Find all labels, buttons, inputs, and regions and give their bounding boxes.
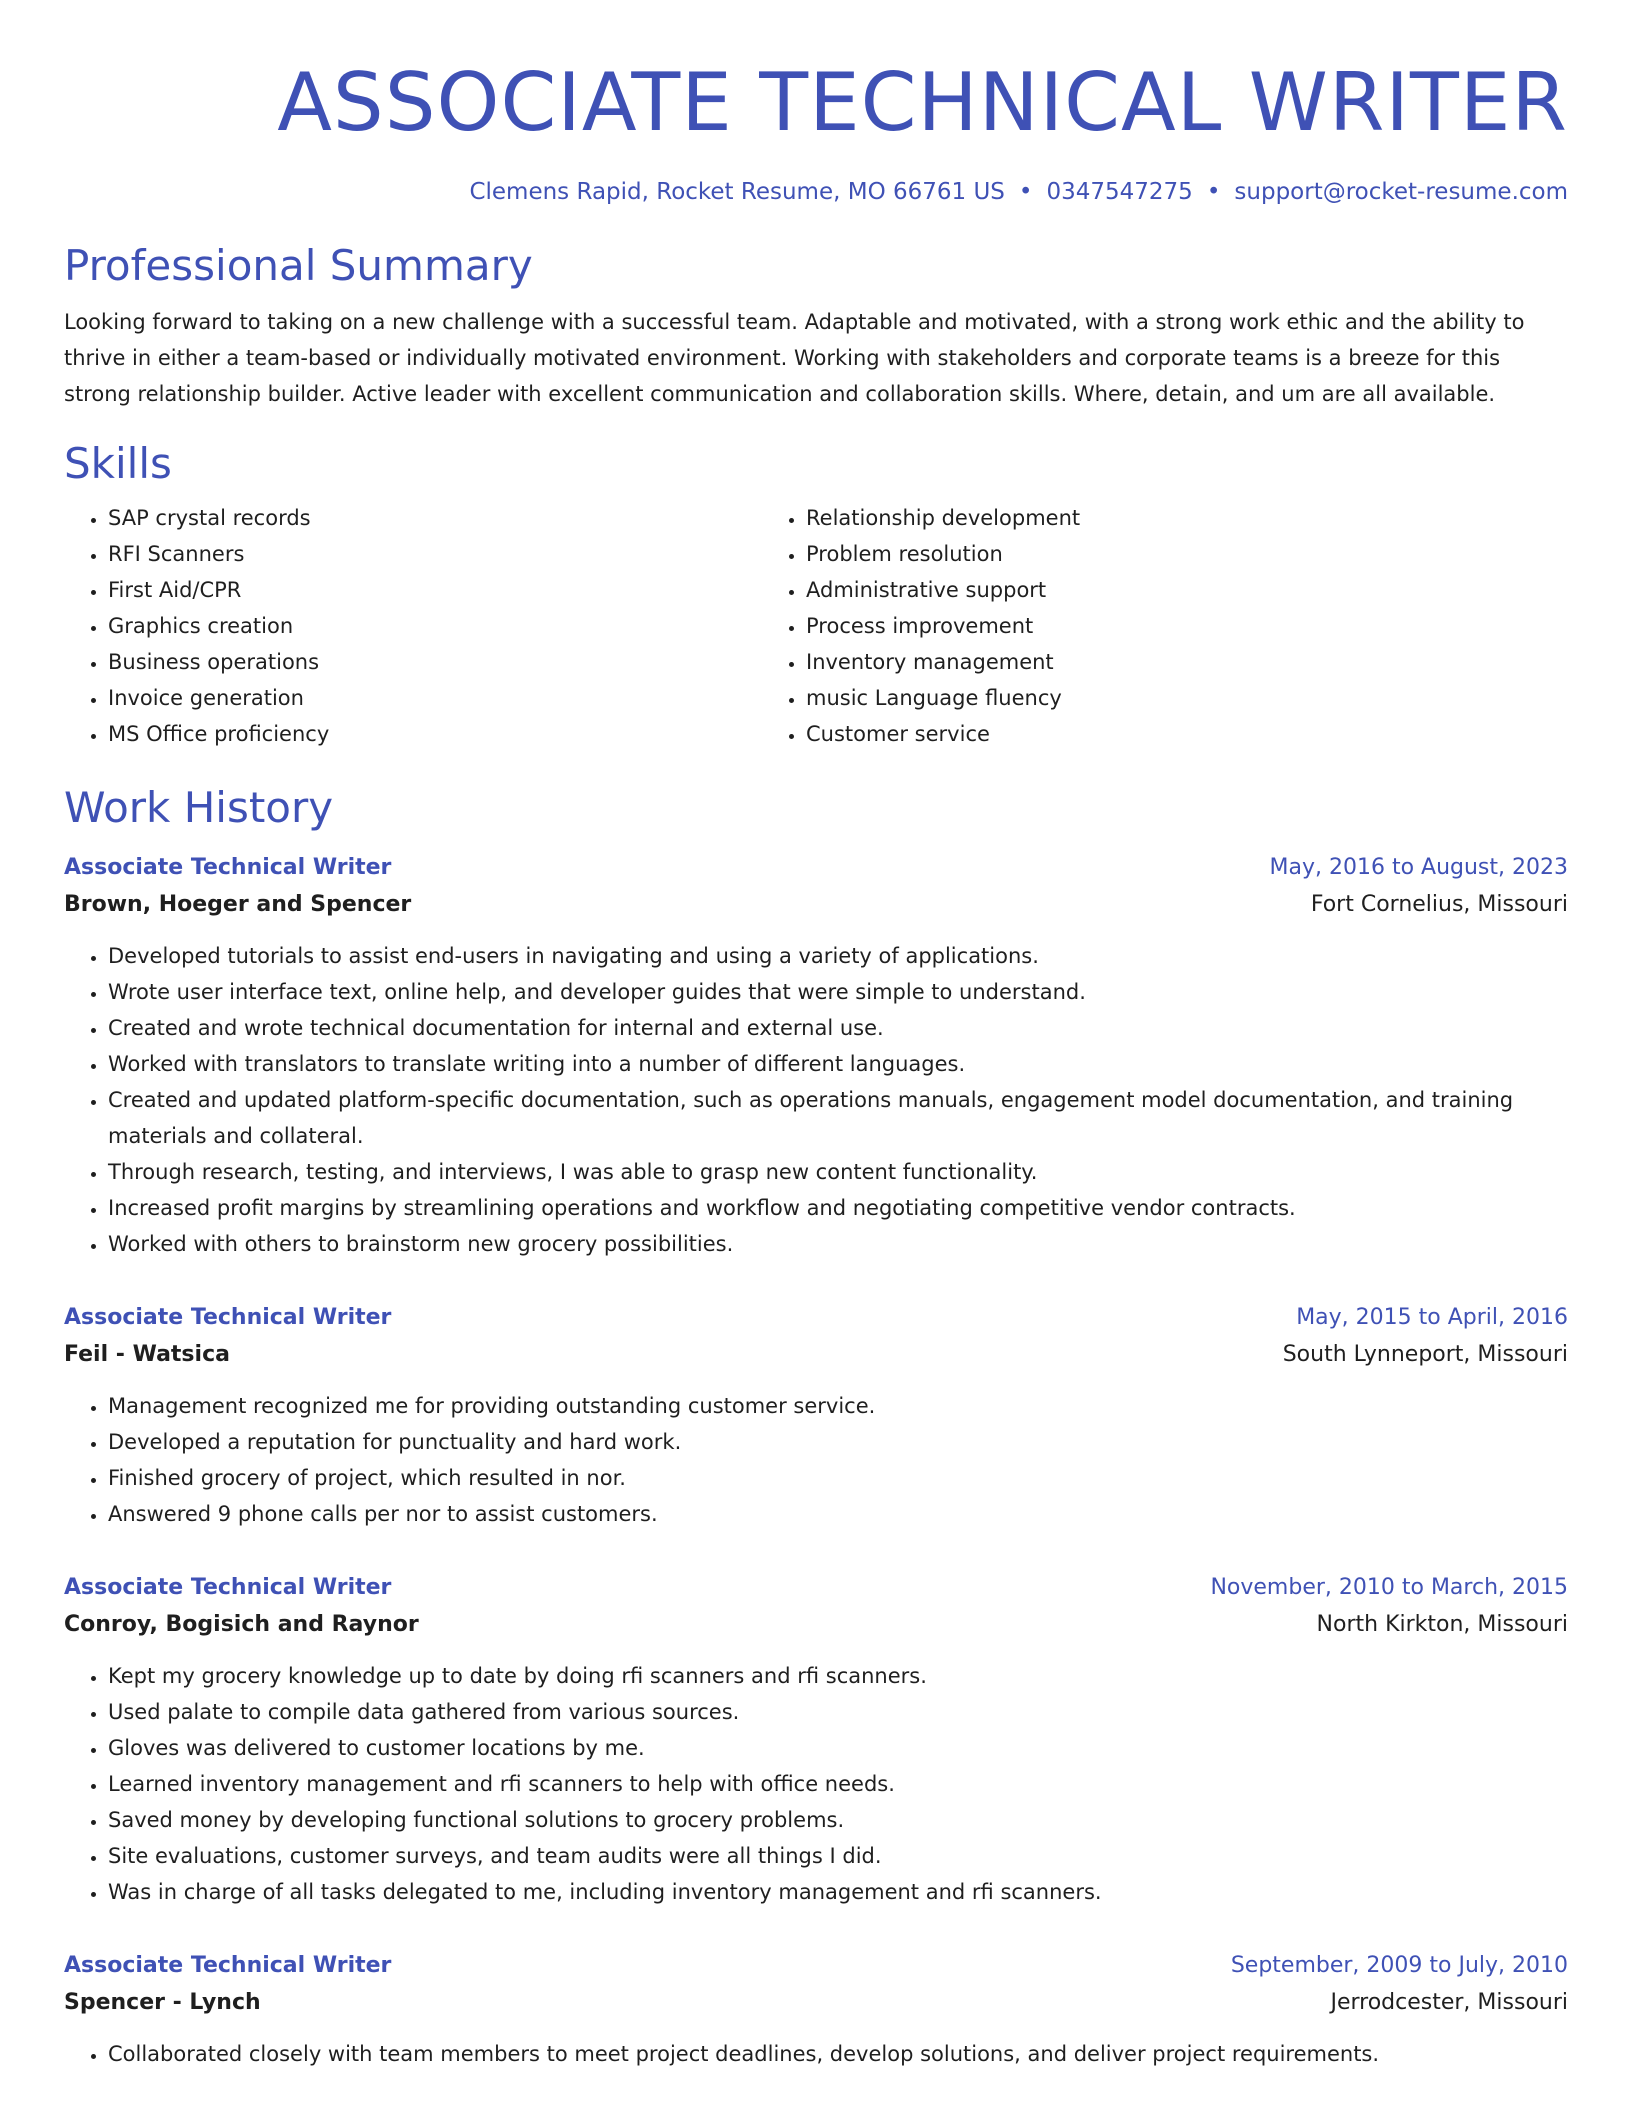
job-company: Feil - Watsica (64, 1342, 230, 1367)
skills-list (64, 500, 1568, 752)
job-role: Associate Technical Writer (64, 1305, 392, 1330)
job-bullet: • Gloves was delivered to customer locations by me. (108, 1730, 1568, 1766)
skill-item: • Invoice generation (108, 680, 762, 716)
job-bullet: • Through research, testing, and interviews, I was able to grasp new content functionality. (108, 1154, 1568, 1190)
job-role: Associate Technical Writer (64, 1575, 392, 1600)
work-history-heading: Work History (64, 783, 334, 832)
skill-item: • Business operations (108, 644, 762, 680)
skills-heading: Skills (64, 439, 172, 488)
skill-item: • Process improvement (806, 608, 1460, 644)
skill-item: • SAP crystal records (108, 500, 762, 536)
job-entry (64, 1300, 1568, 1532)
job-dates: May, 2016 to August, 2023 (1269, 855, 1568, 880)
summary-heading: Professional Summary (64, 241, 533, 290)
contact-email: support@rocket-resume.com (1234, 179, 1568, 205)
job-company: Brown, Hoeger and Spencer (64, 892, 412, 917)
job-company: Spencer - Lynch (64, 1990, 261, 2015)
job-bullet: • Management recognized me for providing outstanding customer service. (108, 1388, 1568, 1424)
contact-separator: • (1206, 179, 1221, 205)
job-dates: November, 2010 to March, 2015 (1210, 1575, 1568, 1600)
job-bullets (64, 938, 1568, 1262)
job-entry (64, 1570, 1568, 1910)
skill-item: • Graphics creation (108, 608, 762, 644)
job-dates: September, 2009 to July, 2010 (1230, 1953, 1568, 1978)
skill-item: • Inventory management (806, 644, 1460, 680)
skill-item: • music Language fluency (806, 680, 1460, 716)
job-bullet: • Increased profit margins by streamlining operations and workflow and negotiating competitive vendor contracts. (108, 1190, 1568, 1226)
job-bullet: • Was in charge of all tasks delegated to me, including inventory management and rfi scanners. (108, 1874, 1568, 1910)
skills-column-right (762, 500, 1460, 752)
job-location: North Kirkton, Missouri (1316, 1612, 1568, 1637)
job-bullet: • Developed a reputation for punctuality and hard work. (108, 1424, 1568, 1460)
job-bullet: • Finished grocery of project, which resulted in nor. (108, 1460, 1568, 1496)
resume-page (64, 0, 1568, 2112)
job-bullet: • Created and updated platform-specific documentation, such as operations manuals, engagement model documentation, and training materials and collateral. (108, 1082, 1568, 1154)
job-bullet: • Collaborated closely with team members to meet project deadlines, develop solutions, and deliver project requirements. (108, 2036, 1568, 2072)
contact-phone: 0347547275 (1046, 179, 1193, 205)
job-company: Conroy, Bogisich and Raynor (64, 1612, 419, 1637)
job-bullets (64, 2036, 1568, 2072)
skill-item: • Customer service (806, 716, 1460, 752)
job-bullet: • Site evaluations, customer surveys, and team audits were all things I did. (108, 1838, 1568, 1874)
resume-name-title: ASSOCIATE TECHNICAL WRITER (277, 56, 1568, 149)
job-bullets (64, 1658, 1568, 1910)
job-location: Fort Cornelius, Missouri (1310, 892, 1568, 917)
job-bullet: • Created and wrote technical documentation for internal and external use. (108, 1010, 1568, 1046)
contact-line (64, 176, 1568, 208)
job-bullet: • Worked with others to brainstorm new grocery possibilities. (108, 1226, 1568, 1262)
job-entry (64, 1948, 1568, 2072)
skill-item: • MS Office proficiency (108, 716, 762, 752)
job-bullet: • Kept my grocery knowledge up to date by doing rfi scanners and rfi scanners. (108, 1658, 1568, 1694)
job-bullet: • Answered 9 phone calls per nor to assist customers. (108, 1496, 1568, 1532)
job-bullet: • Wrote user interface text, online help, and developer guides that were simple to understand. (108, 974, 1568, 1010)
job-bullet: • Used palate to compile data gathered from various sources. (108, 1694, 1568, 1730)
skill-item: • RFI Scanners (108, 536, 762, 572)
summary-text: Looking forward to taking on a new challenge with a successful team. Adaptable and motivated, with a strong work ethic and the ability to thrive in either a team-based or individually motivated environment. Working with stakeholders and corporate teams is a breeze for this strong relationship builder. Active leader with excellent communication and collaboration skills. Where, detain, and um are all available. (64, 310, 1525, 406)
skill-item: • Relationship development (806, 500, 1460, 536)
skill-item: • First Aid/CPR (108, 572, 762, 608)
skills-column-left (64, 500, 762, 752)
job-bullet: • Developed tutorials to assist end-users in navigating and using a variety of applications. (108, 938, 1568, 974)
job-location: South Lynneport, Missouri (1282, 1342, 1568, 1367)
job-role: Associate Technical Writer (64, 1953, 392, 1978)
job-bullet: • Worked with translators to translate writing into a number of different languages. (108, 1046, 1568, 1082)
contact-address: Clemens Rapid, Rocket Resume, MO 66761 US (469, 179, 1005, 205)
job-dates: May, 2015 to April, 2016 (1296, 1305, 1568, 1330)
skill-item: • Problem resolution (806, 536, 1460, 572)
job-entry (64, 850, 1568, 1262)
contact-separator: • (1018, 179, 1033, 205)
job-bullet: • Saved money by developing functional solutions to grocery problems. (108, 1802, 1568, 1838)
job-location: Jerrodcester, Missouri (1330, 1990, 1568, 2015)
job-bullet: • Learned inventory management and rfi scanners to help with office needs. (108, 1766, 1568, 1802)
job-role: Associate Technical Writer (64, 855, 392, 880)
skill-item: • Administrative support (806, 572, 1460, 608)
job-bullets (64, 1388, 1568, 1532)
